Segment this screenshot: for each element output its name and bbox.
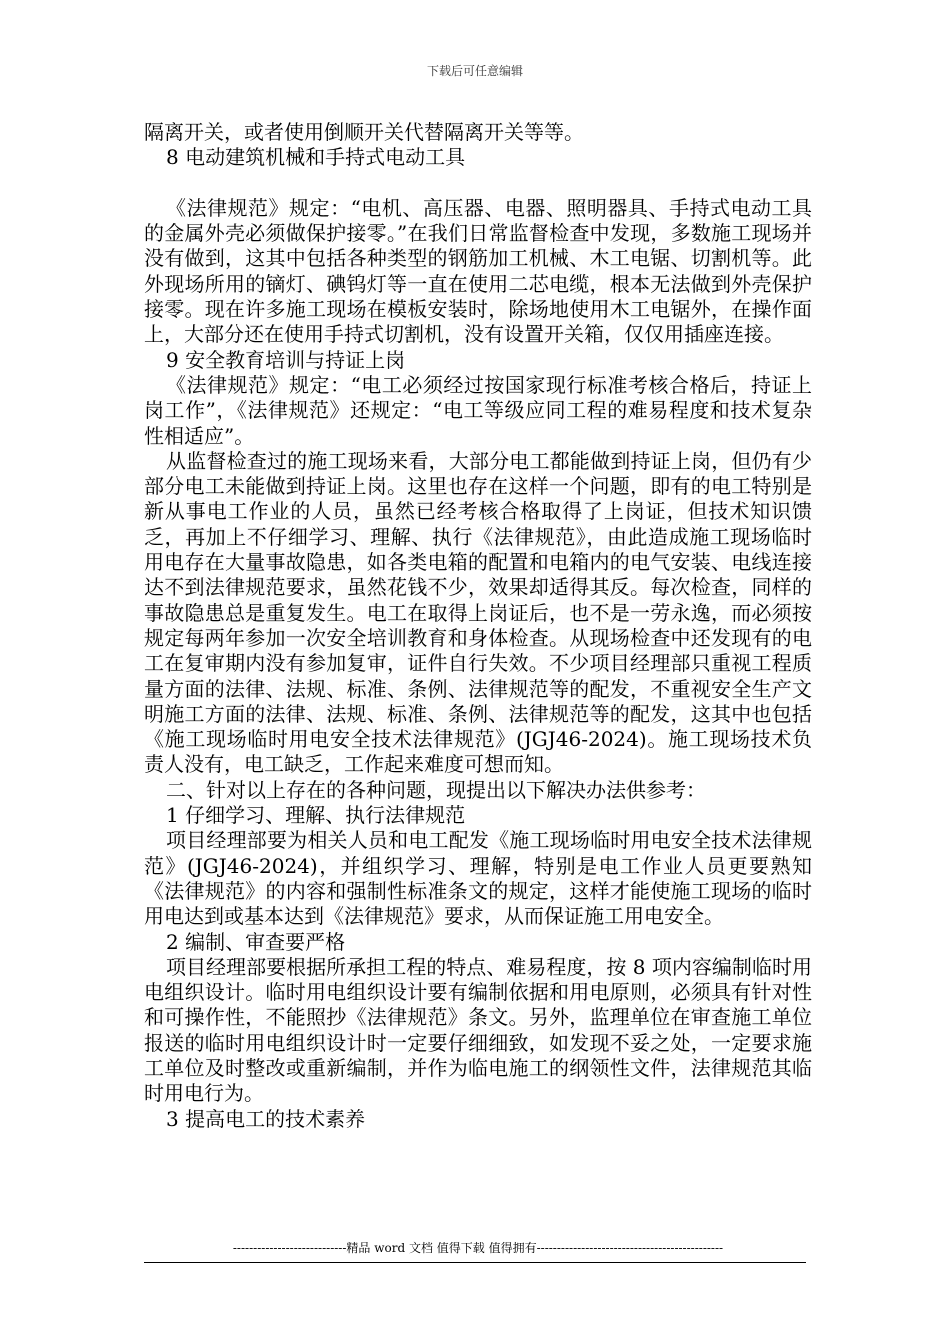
paragraph-inspection-findings: 从监督检查过的施工现场来看，大部分电工都能做到持证上岗，但仍有少部分电工未能做到持证上岗。这里也存在这样一个问题，即有的电工特别是新从事电工作业的人员，虽然已经考核合格取得了上岗证，但技术知识馈乏，再加上不仔细学习、理解、执行《法律规范》，由此造成施工现场临时用电存在大量事故隐患，如各类电箱的配置和电箱内的电气安装、电线连接达不到法律规范要求，虽然花钱不少，效果却适得其反。每次检查，同样的事故隐患总是重复发生。电工在取得上岗证后，也不是一劳永逸，而必须按规定每两年参加一次安全培训教育和身体检查。从现场检查中还发现有的电工在复审期内没有参加复审，证件自行失效。不少项目经理部只重视工程质量方面的法律、法规、标准、条例、法律规范等的配发，不重视安全生产文明施工方面的法律、法规、标准、条例、法律规范等的配发，这其中也包括《施工现场临时用电安全技术法律规范》(JGJ46-2024)。施工现场技术负责人没有，电工缺乏，工作起来难度可想而知。: [144, 448, 812, 777]
paragraph-continuation: 隔离开关，或者使用倒顺开关代替隔离开关等等。: [144, 120, 584, 144]
paragraph-design-review: 项目经理部要根据所承担工程的特点、难易程度，按 8 项内容编制临时用电组织设计。临时用电组织设计要有编制依据和用电原则，必须具有针对性和可操作性，不能照抄《法律规范》条文。另外，监理单位在审查施工单位报送的临时用电组织设计时一定要仔细细致，如发现不妥之处，一定要求施工单位及时整改或重新编制，并作为临电施工的纲领性文件，法律规范其临时用电行为。: [144, 954, 812, 1106]
blank-line: [144, 171, 812, 196]
paragraph-study-standards: 项目经理部要为相关人员和电工配发《施工现场临时用电安全技术法律规范》(JGJ46-2024)，并组织学习、理解，特别是电工作业人员更要熟知《法律规范》的内容和强制性标准条文的规定，这样才能使施工现场的临时用电达到或基本达到《法律规范》要求，从而保证施工用电安全。: [144, 828, 812, 929]
subheading-1: 1 仔细学习、理解、执行法律规范: [166, 803, 466, 828]
page-footer: ----------------------------精品 word 文档 值得下载 值得拥有----------------------------------------------: [232, 1241, 724, 1255]
paragraph-electric-tools: 《法律规范》规定：“电机、高压器、电器、照明器具、手持式电动工具的金属外壳必须做保护接零。”在我们日常监督检查中发现，多数施工现场并没有做到，这其中包括各种类型的钢筋加工机械、木工电锯、切割机等。此外现场所用的镝灯、碘钨灯等一直在使用二芯电缆，根本无法做到外壳保护接零。现在许多施工现场在模板安装时，除场地使用木工电锯外，在操作面上，大部分还在使用手持式切割机，没有设置开关箱，仅仅用插座连接。: [144, 195, 812, 347]
paragraph-certification-rule: 《法律规范》规定：“电工必须经过按国家现行标准考核合格后，持证上岗工作”，《法律规范》还规定：“电工等级应同工程的难易程度和技术复杂性相适应”。: [144, 372, 812, 448]
section-heading-9: 9 安全教育培训与持证上岗: [166, 347, 406, 372]
section-heading-8: 8 电动建筑机械和手持式电动工具: [166, 145, 466, 170]
document-body: [144, 120, 812, 1132]
section-heading-solutions: 二、针对以上存在的各种问题，现提出以下解决办法供参考：: [166, 777, 706, 802]
page-header: 下载后可任意编辑: [426, 64, 523, 78]
subheading-2: 2 编制、审查要严格: [166, 929, 346, 954]
subheading-3: 3 提高电工的技术素养: [166, 1106, 366, 1131]
footer-rule: [144, 1262, 806, 1263]
